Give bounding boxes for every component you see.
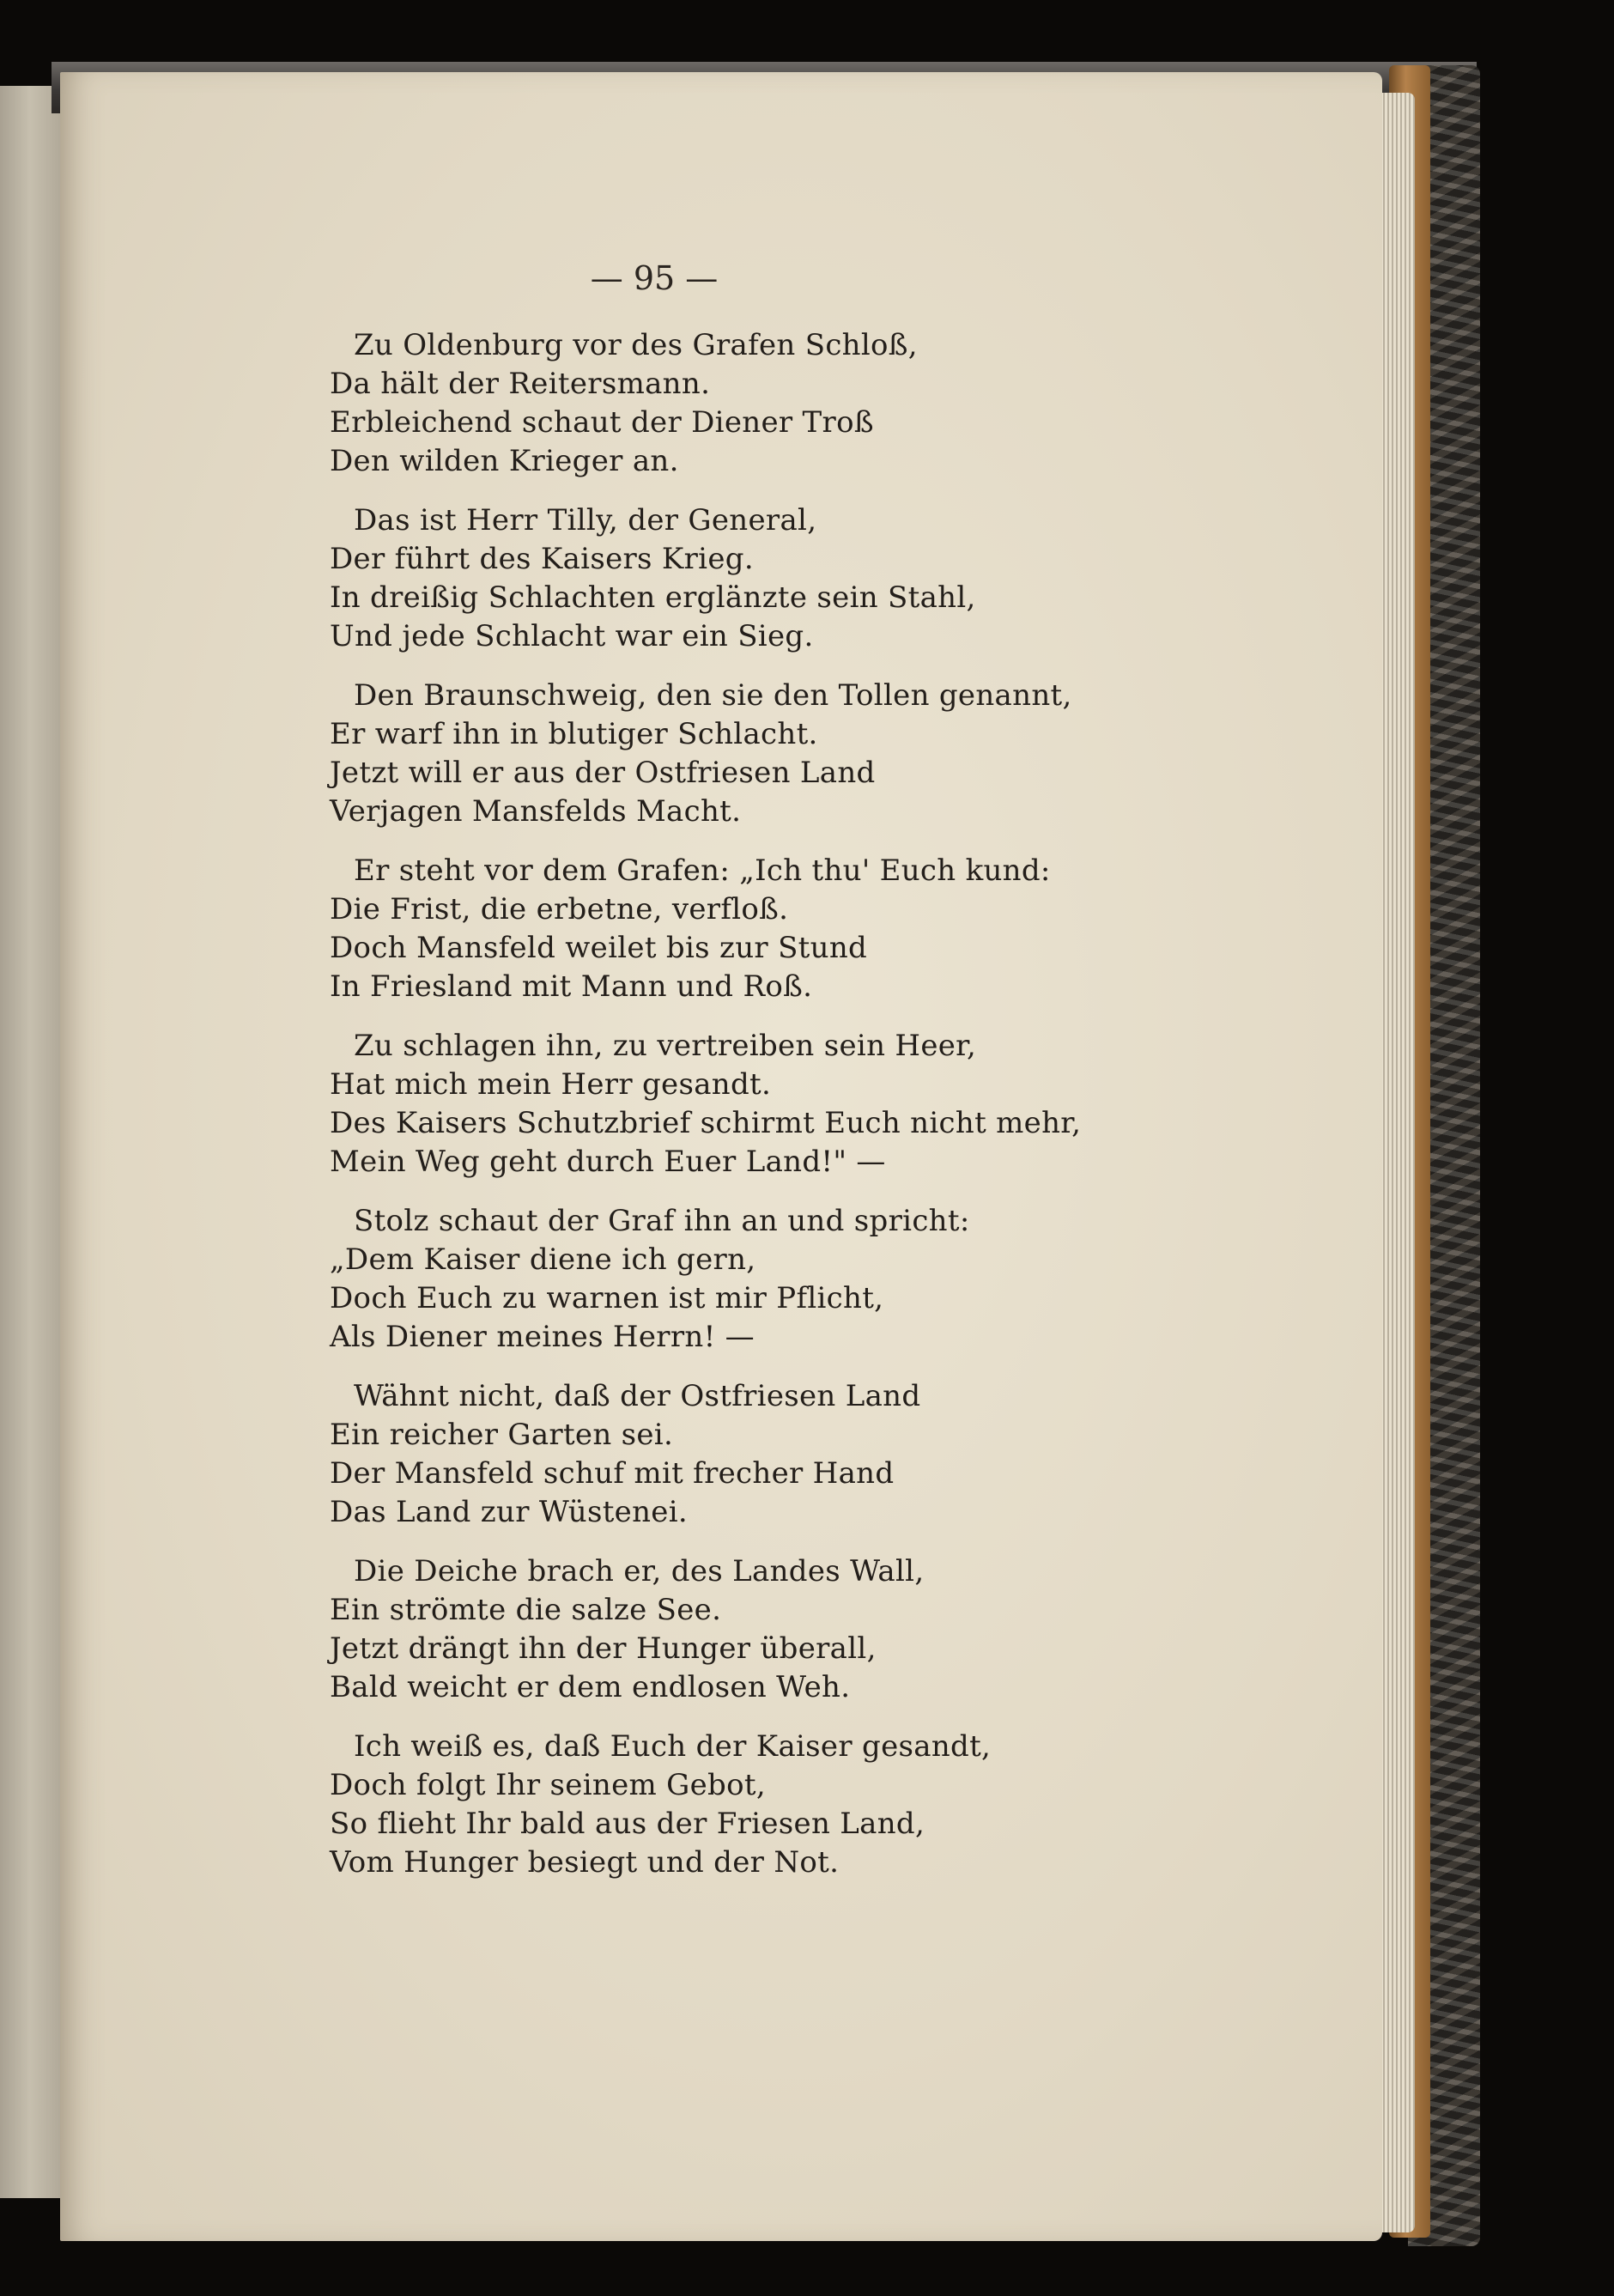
poem-line: „Dem Kaiser diene ich gern,	[330, 1242, 756, 1277]
poem-line: Er warf ihn in blutiger Schlacht.	[330, 717, 818, 751]
poem-line: Und jede Schlacht war ein Sieg.	[330, 619, 814, 653]
page-number: — 95 —	[590, 259, 719, 297]
poem-line: Hat mich mein Herr gesandt.	[330, 1067, 772, 1102]
stanza	[330, 1728, 1085, 1882]
poem-line: Das ist Herr Tilly, der General,	[354, 503, 817, 538]
poem-line: Den Braunschweig, den sie den Tollen genannt,	[354, 678, 1072, 713]
poem-line: Die Frist, die erbetne, verfloß.	[330, 892, 789, 926]
poem-line: Stolz schaut der Graf ihn an und spricht:	[354, 1204, 970, 1238]
poem-line: Da hält der Reitersmann.	[330, 367, 711, 401]
stanza	[330, 1202, 1085, 1357]
poem-line: Jetzt will er aus der Ostfriesen Land	[330, 756, 876, 790]
stanza	[330, 677, 1085, 831]
stanza	[330, 326, 1085, 481]
poem-line: Doch Euch zu warnen ist mir Pflicht,	[330, 1281, 884, 1315]
poem-line: Zu Oldenburg vor des Grafen Schloß,	[354, 328, 918, 362]
poem-line: Ein strömte die salze See.	[330, 1593, 722, 1627]
poem-line: Als Diener meines Herrn! —	[330, 1320, 755, 1354]
poem-line: Jetzt drängt ihn der Hunger überall,	[330, 1631, 877, 1666]
poem	[330, 326, 1085, 1903]
poem-line: Ich weiß es, daß Euch der Kaiser gesandt,	[354, 1729, 992, 1764]
poem-line: Wähnt nicht, daß der Ostfriesen Land	[354, 1379, 921, 1413]
poem-line: Erbleichend schaut der Diener Troß	[330, 405, 874, 440]
stanza	[330, 501, 1085, 656]
poem-line: Das Land zur Wüstenei.	[330, 1495, 688, 1529]
poem-line: So flieht Ihr bald aus der Friesen Land,	[330, 1807, 925, 1841]
stanza	[330, 1552, 1085, 1707]
poem-line: Er steht vor dem Grafen: „Ich thu' Euch kund:	[354, 853, 1051, 888]
poem-line: Bald weicht er dem endlosen Weh.	[330, 1670, 851, 1704]
stanza	[330, 1377, 1085, 1532]
poem-line: Ein reicher Garten sei.	[330, 1418, 674, 1452]
stanza	[330, 852, 1085, 1006]
stanza	[330, 1027, 1085, 1181]
poem-line: In Friesland mit Mann und Roß.	[330, 969, 813, 1004]
poem-line: Des Kaisers Schutzbrief schirmt Euch nicht mehr,	[330, 1106, 1082, 1140]
poem-line: Der führt des Kaisers Krieg.	[330, 542, 754, 576]
poem-line: In dreißig Schlachten erglänzte sein Stahl,	[330, 580, 976, 615]
poem-line: Doch folgt Ihr seinem Gebot,	[330, 1768, 766, 1802]
poem-line: Verjagen Mansfelds Macht.	[330, 794, 742, 829]
poem-line: Der Mansfeld schuf mit frecher Hand	[330, 1456, 895, 1491]
poem-line: Doch Mansfeld weilet bis zur Stund	[330, 931, 868, 965]
poem-line: Den wilden Krieger an.	[330, 444, 679, 478]
poem-line: Zu schlagen ihn, zu vertreiben sein Heer,	[354, 1029, 977, 1063]
book-page	[60, 72, 1382, 2241]
poem-line: Mein Weg geht durch Euer Land!" —	[330, 1145, 886, 1179]
poem-line: Die Deiche brach er, des Landes Wall,	[354, 1554, 925, 1588]
poem-line: Vom Hunger besiegt und der Not.	[330, 1845, 840, 1880]
